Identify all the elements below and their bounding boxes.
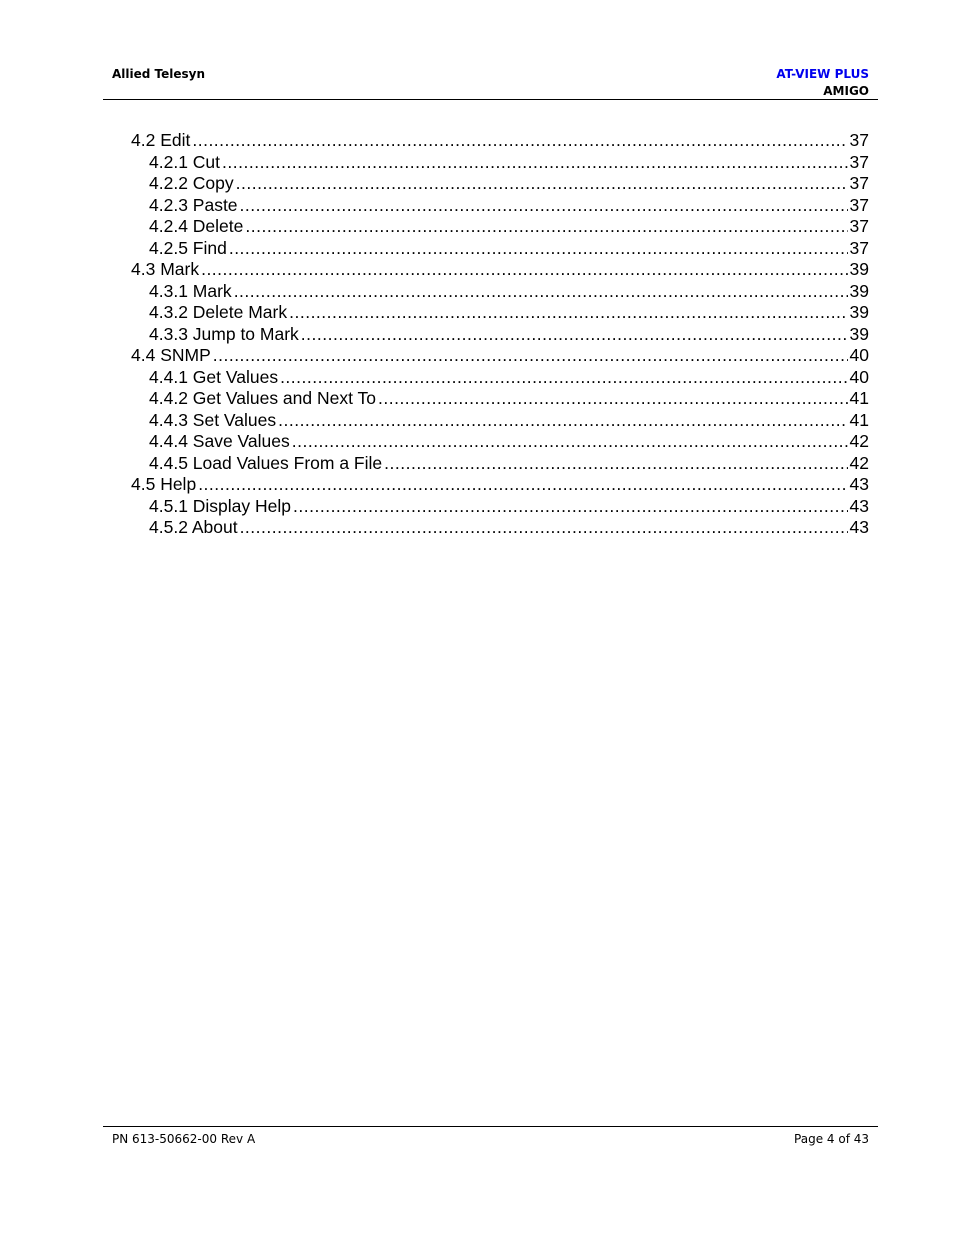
toc-dot-leader [236, 173, 848, 195]
toc-entry-title[interactable]: 4.3.2 Delete Mark [149, 302, 288, 322]
header-product-block [776, 66, 869, 100]
toc-entry[interactable] [131, 173, 869, 195]
toc-entry[interactable] [131, 302, 869, 324]
toc-entry-title[interactable]: 4.4.5 Load Values From a File [149, 452, 383, 473]
toc-entry-page[interactable]: 37 [849, 194, 869, 215]
toc-entry[interactable] [131, 410, 869, 432]
toc-dot-leader [234, 281, 848, 303]
toc-entry[interactable] [131, 259, 869, 281]
toc-entry-page[interactable]: 37 [849, 151, 869, 172]
toc-entry[interactable] [131, 388, 869, 410]
toc-entry-page[interactable]: 42 [849, 431, 869, 451]
toc-entry-page[interactable]: 41 [849, 409, 869, 430]
toc-entry-title[interactable]: 4.2.3 Paste [149, 194, 238, 215]
toc-entry-page[interactable]: 41 [849, 388, 869, 408]
toc-entry-title[interactable]: 4.2.1 Cut [149, 151, 221, 172]
header-company: Allied Telesyn [112, 67, 206, 81]
toc-entry-page[interactable]: 42 [849, 452, 869, 473]
toc-entry-title[interactable]: 4.3 Mark [131, 259, 200, 279]
toc-entry-page[interactable]: 37 [849, 130, 869, 150]
toc-entry[interactable] [131, 130, 869, 152]
toc-entry-title[interactable]: 4.4.2 Get Values and Next To [149, 388, 376, 408]
toc-entry[interactable] [131, 195, 869, 217]
toc-dot-leader [240, 195, 848, 217]
toc-entry[interactable] [131, 496, 869, 518]
toc-entry-title[interactable]: 4.5.2 About [149, 517, 238, 537]
toc-dot-leader [229, 238, 848, 260]
toc-entry-page[interactable]: 37 [849, 173, 869, 193]
header-module: AMIGO [823, 84, 869, 98]
toc-dot-leader [293, 496, 848, 518]
toc-entry[interactable] [131, 281, 869, 303]
toc-entry-title[interactable]: 4.4.1 Get Values [149, 366, 279, 387]
toc-entry[interactable] [131, 216, 869, 238]
toc-dot-leader [384, 453, 847, 475]
table-of-contents [131, 130, 869, 539]
toc-entry-title[interactable]: 4.4.3 Set Values [149, 409, 277, 430]
toc-entry[interactable] [131, 324, 869, 346]
toc-dot-leader [292, 431, 848, 453]
toc-entry[interactable] [131, 367, 869, 389]
toc-entry[interactable] [131, 474, 869, 496]
header-divider [103, 99, 878, 100]
toc-dot-leader [289, 302, 847, 324]
toc-entry-page[interactable]: 39 [849, 302, 869, 322]
toc-entry[interactable] [131, 453, 869, 475]
toc-entry-page[interactable]: 37 [849, 237, 869, 258]
toc-entry-page[interactable]: 37 [849, 216, 869, 236]
toc-entry[interactable] [131, 152, 869, 174]
toc-entry-title[interactable]: 4.2 Edit [131, 130, 191, 150]
toc-entry-title[interactable]: 4.2.4 Delete [149, 216, 244, 236]
toc-entry[interactable] [131, 431, 869, 453]
toc-entry-page[interactable]: 39 [849, 323, 869, 344]
toc-entry-page[interactable]: 40 [849, 366, 869, 387]
toc-dot-leader [192, 130, 847, 152]
toc-entry-title[interactable]: 4.5.1 Display Help [149, 495, 292, 516]
footer-divider [103, 1126, 878, 1127]
toc-dot-leader [245, 216, 847, 238]
toc-entry-title[interactable]: 4.4 SNMP [131, 345, 211, 365]
toc-entry[interactable] [131, 238, 869, 260]
toc-entry[interactable] [131, 345, 869, 367]
toc-dot-leader [213, 345, 848, 367]
toc-entry-page[interactable]: 40 [849, 345, 869, 365]
toc-entry-title[interactable]: 4.3.3 Jump to Mark [149, 323, 299, 344]
toc-dot-leader [378, 388, 848, 410]
toc-dot-leader [240, 517, 848, 539]
toc-entry-page[interactable]: 43 [849, 517, 869, 537]
toc-entry-page[interactable]: 43 [849, 474, 869, 494]
toc-dot-leader [201, 259, 847, 281]
footer-page-number: Page 4 of 43 [794, 1132, 869, 1146]
toc-entry-title[interactable]: 4.3.1 Mark [149, 280, 232, 301]
toc-entry-title[interactable]: 4.5 Help [131, 474, 197, 494]
toc-dot-leader [222, 152, 848, 174]
footer-part-number: PN 613-50662-00 Rev A [112, 1132, 256, 1146]
toc-dot-leader [301, 324, 848, 346]
toc-dot-leader [280, 367, 847, 389]
toc-entry-title[interactable]: 4.4.4 Save Values [149, 431, 290, 451]
header-product: AT-VIEW PLUS [776, 67, 869, 81]
toc-entry-title[interactable]: 4.2.5 Find [149, 237, 227, 258]
toc-entry-page[interactable]: 39 [849, 280, 869, 301]
toc-entry-page[interactable]: 39 [849, 259, 869, 279]
toc-dot-leader [278, 410, 847, 432]
toc-entry-page[interactable]: 43 [849, 495, 869, 516]
toc-entry-title[interactable]: 4.2.2 Copy [149, 173, 234, 193]
toc-entry[interactable] [131, 517, 869, 539]
toc-dot-leader [198, 474, 847, 496]
